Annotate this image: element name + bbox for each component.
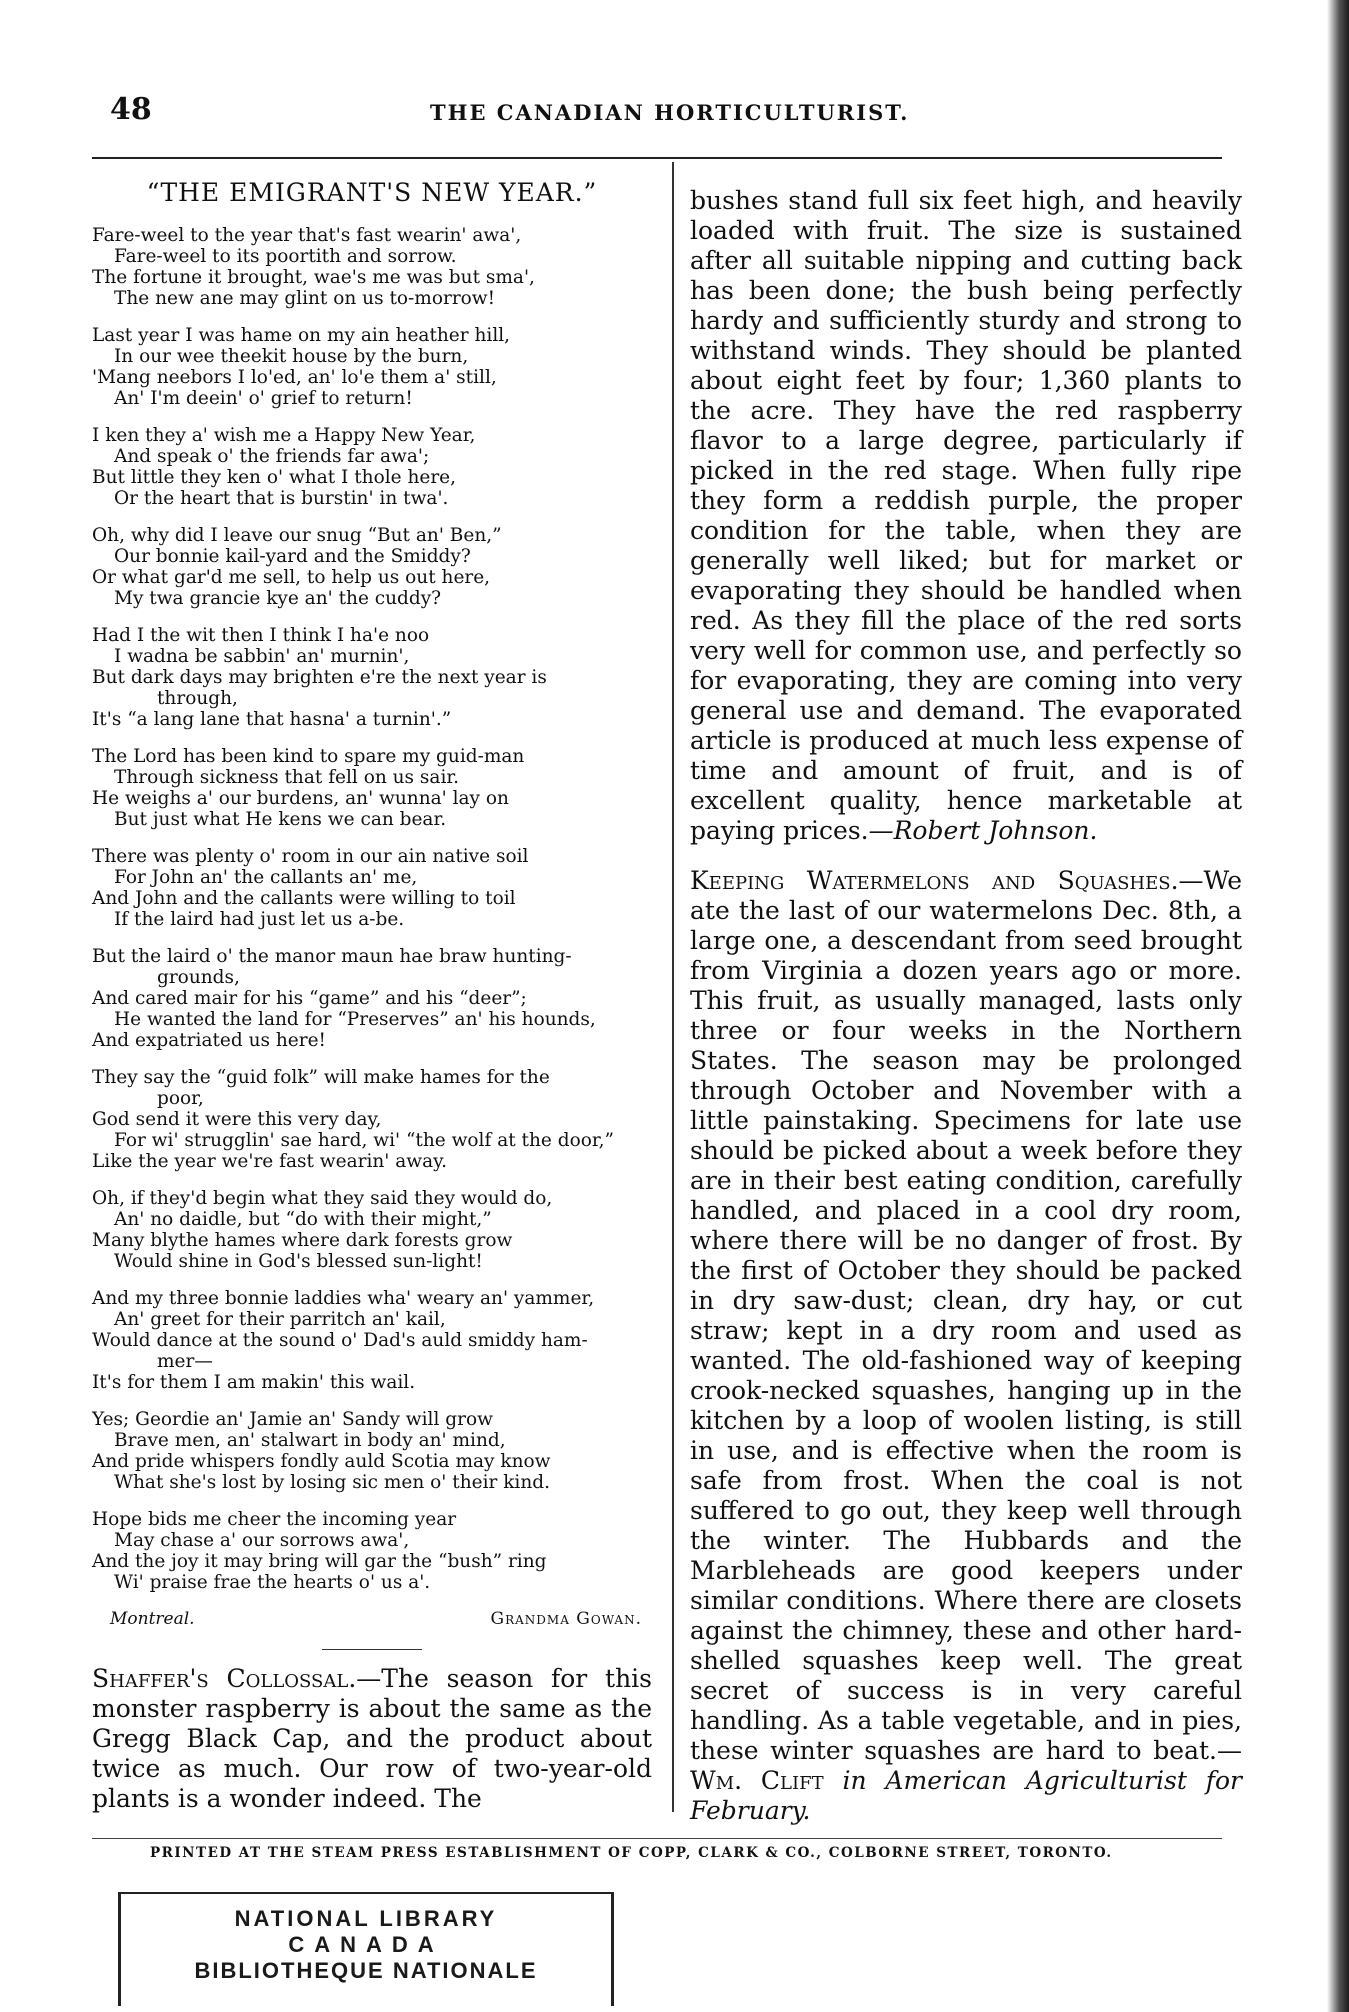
poem-line: Would dance at the sound o' Dad's auld smiddy ham- [92, 1330, 588, 1351]
poem-line: Oh, why did I leave our snug “But an' Ben,” [92, 525, 502, 546]
poem-stanza [92, 1409, 652, 1493]
poem-line: They say the “guid folk” will make hames for the [92, 1067, 550, 1088]
header-rule [92, 157, 1222, 159]
poem-line: Wi' praise frae the hearts o' us a'. [114, 1572, 431, 1593]
poem-line: He wanted the land for “Preserves” an' his hounds, [114, 1009, 596, 1030]
poem-stanza [92, 1509, 652, 1593]
poem-stanza [92, 525, 652, 609]
journal-title: THE CANADIAN HORTICULTURIST. [430, 100, 910, 125]
poem-line: For wi' strugglin' sae hard, wi' “the wolf at the door,” [114, 1130, 614, 1151]
poem-line: What she's lost by losing sic men o' their kind. [114, 1472, 550, 1493]
footer-rule [92, 1838, 1222, 1839]
poem-line: Hope bids me cheer the incoming year [92, 1509, 457, 1530]
watermelons-paragraph [690, 866, 1242, 1826]
poem-body [92, 225, 652, 1593]
shaffer-signature: —Robert Johnson. [868, 816, 1098, 845]
poem-line: I ken they a' wish me a Happy New Year, [92, 425, 476, 446]
poem-line: For John an' the callants an' me, [114, 867, 418, 888]
shaffer-heading: Shaffer's Collossal. [92, 1664, 357, 1693]
shaffer-text-left: —The season for this monster raspberry is about the same as the Gregg Black Cap, and the product about twice as much. Our row of two-year-old plants is a wonder indeed. The [92, 1664, 653, 1813]
poem-line: Or the heart that is burstin' in twa'. [114, 488, 449, 509]
poem-line: Like the year we're fast wearin' away. [92, 1151, 448, 1172]
left-column [92, 170, 652, 1814]
watermelons-author: Wm. Clift [690, 1766, 824, 1795]
section-rule [322, 1649, 422, 1650]
poem-stanza [92, 1288, 652, 1393]
poem-line: He weighs a' our burdens, an' wunna' lay on [92, 788, 509, 809]
poem-line: But just what He kens we can bear. [114, 809, 447, 830]
watermelons-text: —We ate the last of our watermelons Dec. 8th, a large one, a descendant from seed brought from Virginia a dozen years ago or more. This fruit, as usually managed, lasts only three or four weeks in the Northern States. The season may be prolonged through October and November with a little painstaking. Specimens for late use should be picked about a week before they are in their best eating condition, carefully handled, and placed in a cool dry room, where there will be no danger of frost. By the first of October they should be packed in dry saw-dust; clean, dry hay, or cut straw; kept in a dry room and used as wanted. The old-fashioned way of keeping crook-necked squashes, hanging up in the kitchen by a loop of woolen listing, is still in use, and is effective when the room is safe from frost. When the coal is not suffered to go out, they keep well through the winter. The Hubbards and the Marbleheads are good keepers under similar conditions. Where there are closets against the chimney, these and other hard-shelled squashes keep well. The great secret of success is in very careful handling. As a table vegetable, and in pies, these winter squashes are hard to beat.— [690, 866, 1242, 1765]
right-column [690, 186, 1242, 1826]
poem-stanza [92, 746, 652, 830]
page-edge-shadow [1327, 0, 1349, 2012]
poem-line: 'Mang neebors I lo'ed, an' lo'e them a' still, [92, 367, 497, 388]
poem-line: But little they ken o' what I thole here, [92, 467, 457, 488]
poem-stanza [92, 846, 652, 930]
printer-imprint: PRINTED AT THE STEAM PRESS ESTABLISHMENT OF COPP, CLARK & CO., COLBORNE STREET, TORONTO. [150, 1845, 1113, 1861]
stamp-line-1: NATIONAL LIBRARY [234, 1906, 498, 1931]
poem-signature [110, 1609, 642, 1629]
poem-stanza [92, 1067, 652, 1172]
watermelons-heading: Keeping Watermelons and Squashes. [690, 866, 1179, 895]
poem-line: And expatriated us here! [92, 1030, 326, 1051]
poem-line: Last year I was hame on my ain heather hill, [92, 325, 511, 346]
poem-line: And John and the callants were willing to toil [92, 888, 516, 909]
shaffer-text-right: bushes stand full six feet high, and heavily loaded with fruit. The size is sustained after all suitable nipping and cutting back has been done; the bush being perfectly hardy and sufficiently sturdy and strong to withstand winds. They should be planted about eight feet by four; 1,360 plants to the acre. They have the red raspberry flavor to a large degree, particularly if picked in the red stage. When fully ripe they form a reddish purple, the proper condition for the table, when they are generally well liked; but for market or evaporating they should be handled when red. As they fill the place of the red sorts very well for common use, and perfectly so for evaporating, they are coming into very general use and demand. The evaporated article is produced at much less expense of time and amount of fruit, and is of excellent quality, hence marketable at paying prices. [690, 186, 1242, 845]
poem-line: Oh, if they'd begin what they said they would do, [92, 1188, 553, 1209]
poem-line: An' no daidle, but “do with their might,” [114, 1209, 492, 1230]
poem-line: Yes; Geordie an' Jamie an' Sandy will grow [92, 1409, 493, 1430]
poem-line: The new ane may glint on us to-morrow! [114, 288, 496, 309]
poem-line: Fare-weel to its poortith and sorrow. [114, 246, 457, 267]
watermelons-source: in American Agriculturist for February. [690, 1766, 1242, 1825]
stamp-line-2: CANADA [288, 1932, 444, 1957]
poem-line: Through sickness that fell on us sair. [114, 767, 460, 788]
poem-line: Brave men, an' stalwart in body an' mind, [114, 1430, 506, 1451]
poem-title: “THE EMIGRANT'S NEW YEAR.” [146, 178, 598, 207]
poem-line: But dark days may brighten e're the next year is [92, 667, 547, 688]
shaffer-paragraph [92, 1664, 652, 1814]
poem-line: Many blythe hames where dark forests grow [92, 1230, 513, 1251]
poem-stanza [92, 946, 652, 1051]
poem-line: But the laird o' the manor maun hae braw hunting- [92, 946, 572, 967]
poem-stanza [92, 625, 652, 730]
poem-line: There was plenty o' room in our ain native soil [92, 846, 529, 867]
poem-line: God send it were this very day, [92, 1109, 382, 1130]
poem-stanza [92, 325, 652, 409]
poem-stanza [92, 225, 652, 309]
poem-author: Grandma Gowan. [490, 1609, 642, 1629]
poem-line: grounds, [157, 967, 240, 988]
poem-line: poor, [157, 1088, 204, 1109]
poem-place: Montreal. [110, 1609, 195, 1629]
shaffer-continuation [690, 186, 1242, 846]
poem-line: through, [157, 688, 238, 709]
poem-line: An' I'm deein' o' grief to return! [114, 388, 413, 409]
poem-line: May chase a' our sorrows awa', [114, 1530, 410, 1551]
poem-line: mer— [157, 1351, 213, 1372]
poem-line: The Lord has been kind to spare my guid-man [92, 746, 525, 767]
column-divider [672, 162, 674, 1812]
poem-line: Had I the wit then I think I ha'e noo [92, 625, 430, 646]
poem-line: My twa grancie kye an' the cuddy? [114, 588, 442, 609]
poem-line: Fare-weel to the year that's fast wearin' awa', [92, 225, 522, 246]
page-number: 48 [110, 92, 152, 127]
library-stamp [118, 1892, 614, 2006]
poem-line: Would shine in God's blessed sun-light! [114, 1251, 483, 1272]
poem-line: And cared mair for his “game” and his “deer”; [92, 988, 527, 1009]
poem-line: And the joy it may bring will gar the “bush” ring [92, 1551, 547, 1572]
poem-line: It's “a lang lane that hasna' a turnin'.” [92, 709, 452, 730]
poem-line: And speak o' the friends far awa'; [114, 446, 430, 467]
poem-line: The fortune it brought, wae's me was but sma', [92, 267, 535, 288]
poem-stanza [92, 425, 652, 509]
poem-line: And my three bonnie laddies wha' weary an' yammer, [92, 1288, 595, 1309]
stamp-line-3: BIBLIOTHEQUE NATIONALE [194, 1958, 538, 1983]
poem-line: Or what gar'd me sell, to help us out here, [92, 567, 491, 588]
poem-line: If the laird had just let us a-be. [114, 909, 405, 930]
poem-line: Our bonnie kail-yard and the Smiddy? [114, 546, 471, 567]
poem-line: And pride whispers fondly auld Scotia may know [92, 1451, 551, 1472]
poem-line: An' greet for their parritch an' kail, [114, 1309, 446, 1330]
poem-line: It's for them I am makin' this wail. [92, 1372, 416, 1393]
poem-line: I wadna be sabbin' an' murnin', [114, 646, 410, 667]
poem-stanza [92, 1188, 652, 1272]
poem-line: In our wee theekit house by the burn, [114, 346, 469, 367]
